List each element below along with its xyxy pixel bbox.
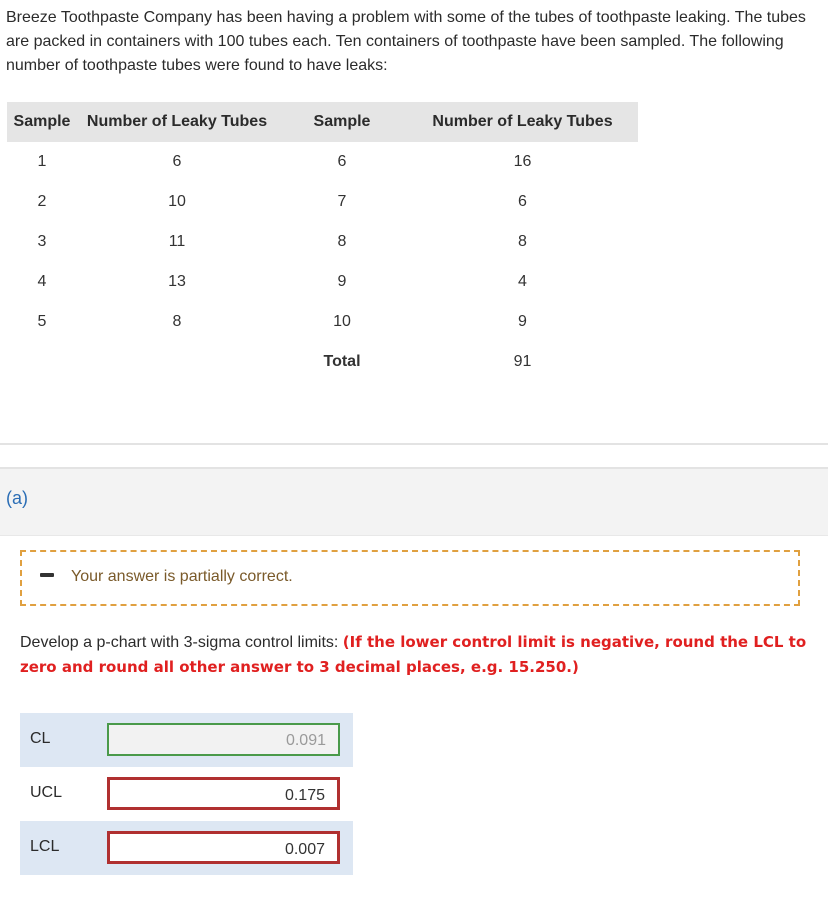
- table-cell: 1: [37, 153, 47, 170]
- table-cell: 8: [518, 233, 527, 250]
- table-cell: 3: [37, 233, 47, 250]
- total-label: Total: [323, 353, 361, 370]
- col-header-sample-2: Sample: [277, 102, 407, 142]
- answer-row-lcl: [20, 821, 353, 875]
- table-cell: 6: [172, 153, 182, 170]
- answer-row-cl: [20, 713, 353, 767]
- ucl-label: UCL: [30, 784, 63, 801]
- prompt-hint: (If the lower control limit is negative, round the LCL to zero and round all other answer to 3 decimal places, e.g. 15.250.): [20, 633, 807, 676]
- table-cell: 8: [172, 313, 182, 330]
- ucl-input[interactable]: 0.175: [107, 777, 340, 810]
- notice-text: Your answer is partially correct.: [71, 568, 293, 585]
- problem-statement: Breeze Toothpaste Company has been having a problem with some of the tubes of toothpaste leaking. The tubes are packed in containers with 100 tubes each. Ten containers of toothpaste have been sampled. The following number of toothpaste tubes were found to have leaks:: [6, 9, 806, 74]
- part-label: (a): [6, 488, 28, 508]
- part-header-band: [0, 467, 828, 536]
- table-row: [7, 302, 638, 342]
- table-row: [7, 182, 638, 222]
- total-value: 91: [513, 353, 532, 370]
- table-cell: 4: [37, 273, 47, 290]
- table-row: [7, 222, 638, 262]
- leaky-tubes-table: [7, 102, 638, 382]
- answer-panel: [20, 713, 353, 875]
- table-cell: 10: [168, 193, 186, 210]
- table-row: [7, 262, 638, 302]
- table-cell: 6: [337, 153, 347, 170]
- table-cell: 7: [337, 193, 347, 210]
- table-header-row: [7, 102, 638, 142]
- table-cell: 16: [513, 153, 532, 170]
- table-cell: 4: [518, 273, 527, 290]
- answer-row-ucl: [20, 767, 353, 821]
- table-total-row: [7, 342, 638, 382]
- table-cell: 9: [518, 313, 527, 330]
- partial-minus-icon: [40, 573, 54, 577]
- table-cell: 13: [168, 273, 186, 290]
- table-cell: 9: [337, 273, 347, 290]
- table-cell: 11: [168, 233, 186, 250]
- table-row: [7, 142, 638, 182]
- table-cell: 2: [37, 193, 47, 210]
- question-prompt: [20, 630, 810, 680]
- table-cell: 6: [518, 193, 527, 210]
- table-cell: 8: [337, 233, 347, 250]
- cl-label: CL: [30, 730, 51, 747]
- table-cell: 5: [37, 313, 47, 330]
- cl-input[interactable]: 0.091: [107, 723, 340, 756]
- lcl-label: LCL: [30, 838, 60, 855]
- col-header-leaky: Number of Leaky Tubes: [77, 102, 277, 142]
- table-cell: 10: [333, 313, 351, 330]
- lcl-input[interactable]: 0.007: [107, 831, 340, 864]
- partial-correct-notice: [20, 550, 800, 606]
- prompt-text: Develop a p-chart with 3-sigma control limits:: [20, 634, 343, 651]
- section-divider: [0, 443, 828, 445]
- col-header-leaky-2: Number of Leaky Tubes: [407, 102, 638, 142]
- col-header-sample: Sample: [7, 102, 77, 142]
